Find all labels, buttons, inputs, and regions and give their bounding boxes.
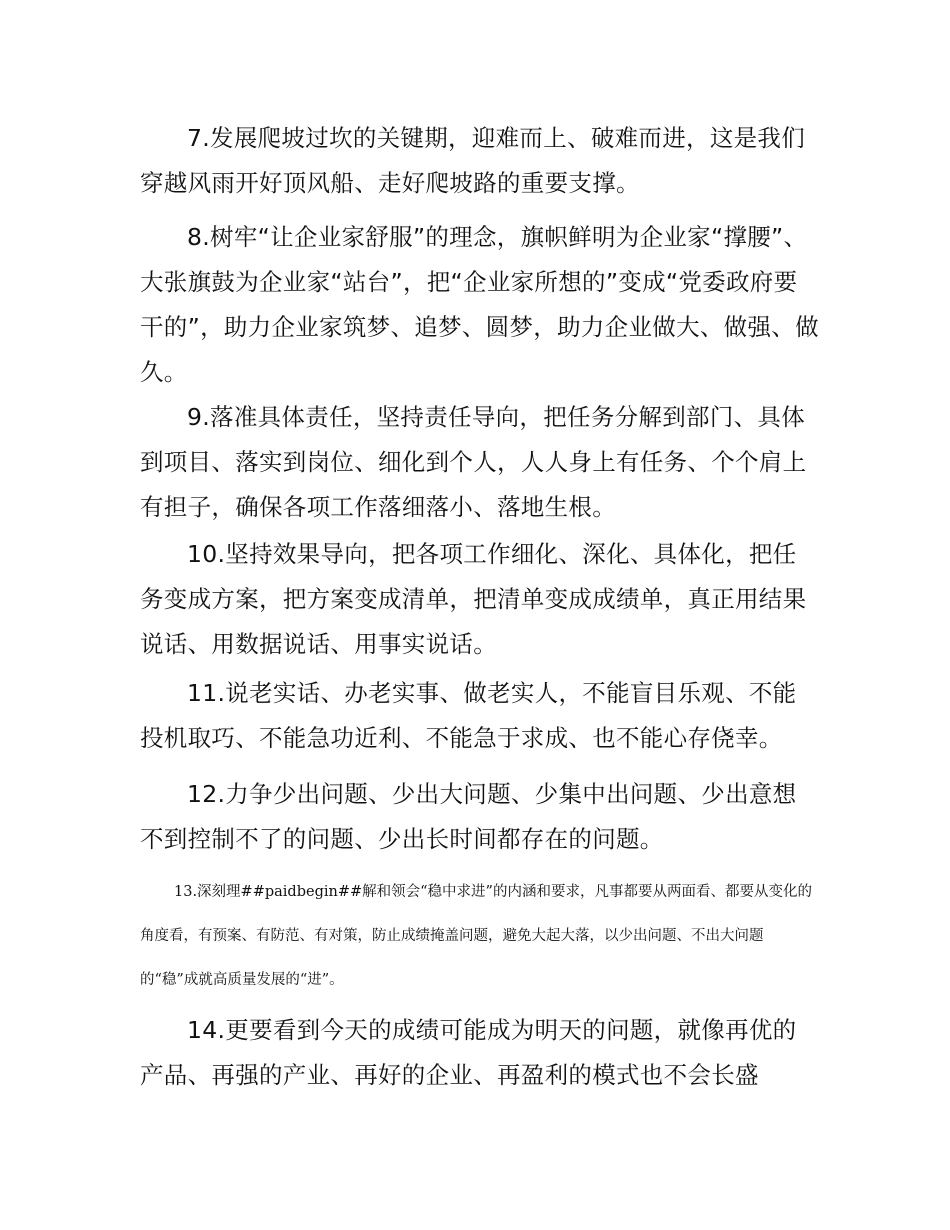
paragraph-9: 9.落准具体责任，坚持责任导向，把任务分解到部门、具体到项目、落实到岗位、细化到个人，人人身上有任务、个个肩上有担子，确保各项工作落细落小、落地生根。	[140, 403, 807, 521]
paragraph-7: 7.发展爬坡过坎的关键期，迎难而上、破难而进，这是我们穿越风雨开好顶风船、走好爬坡路的重要支撑。	[140, 124, 806, 197]
paragraph-10: 10.坚持效果导向，把各项工作细化、深化、具体化，把任务变成方案，把方案变成清单，把清单变成成绩单，真正用结果说话、用数据说话、用事实说话。	[140, 540, 807, 658]
paragraph-11: 11.说老实话、办老实事、做老实人，不能盲目乐观、不能投机取巧、不能急功近利、不能急于求成、也不能心存侥幸。	[140, 679, 797, 752]
paragraph-14: 14.更要看到今天的成绩可能成为明天的问题，就像再优的产品、再强的产业、再好的企业、再盈利的模式也不会长盛	[140, 1016, 797, 1089]
paragraph-13: 13.深刻理##paidbegin##解和领会“稳中求进”的内涵和要求，凡事都要从两面看、都要从变化的角度看，有预案、有防范、有对策，防止成绩掩盖问题，避免大起大落，以少出问题、不出大问题的“稳”成就高质量发展的“进”。	[140, 884, 812, 988]
paragraph-8: 8.树牢“让企业家舒服”的理念，旗帜鲜明为企业家“撑腰”、大张旗鼓为企业家“站台”，把“企业家所想的”变成“党委政府要干的”，助力企业家筑梦、追梦、圆梦，助力企业做大、做强、做久。	[140, 223, 819, 386]
paragraph-12: 12.力争少出问题、少出大问题、少集中出问题、少出意想不到控制不了的问题、少出长时间都存在的问题。	[140, 780, 797, 853]
